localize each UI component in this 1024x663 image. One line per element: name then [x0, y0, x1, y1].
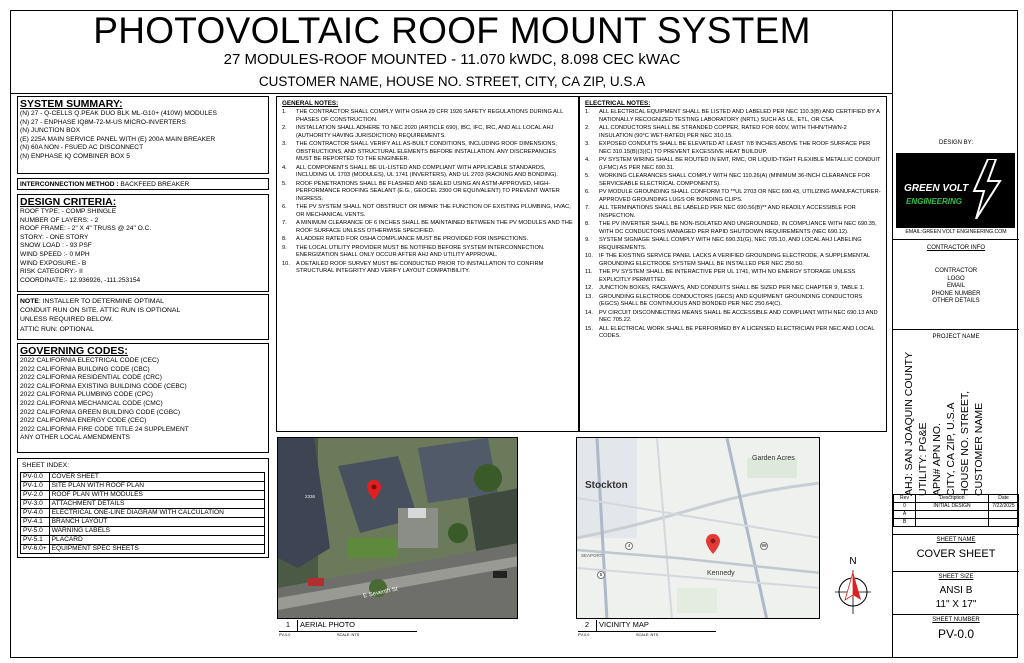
design-criteria-line: ROOF FRAME: - 2" X 4" TRUSS @ 24" O.C.	[20, 225, 152, 233]
revision-number: A	[894, 511, 916, 519]
sheet-name-value: COVER SHEET	[916, 548, 996, 560]
revision-date	[989, 511, 1019, 519]
governing-code-line: 2022 CALIFORNIA ENERGY CODE (CEC)	[20, 417, 147, 425]
note-number: 13.	[585, 294, 593, 300]
design-criteria-list	[20, 208, 266, 285]
customer-address-line: CUSTOMER NAME, HOUSE NO. STREET, CITY, CA ZIP, U.S.A	[258, 74, 646, 89]
sheet-index-code: PV-0.0	[21, 473, 50, 482]
general-note-item-text: A MINIMUM CLEARANCE OF 6 INCHES SHALL BE MAINTAINED BETWEEN THE PV MODULES AND THE ROOF SURFACE UNLESS OTHERWISE SPECIFIED.	[296, 220, 573, 234]
aerial-photo	[277, 437, 518, 619]
sheet-index-desc: BRANCH LAYOUT	[49, 518, 264, 527]
contractor-info-heading: CONTRACTOR INFO	[926, 245, 986, 251]
house-number-label: 2336	[305, 494, 316, 499]
system-summary-line: (E) 225A MAIN SERVICE PANEL WITH (E) 200A MAIN BREAKER	[20, 135, 216, 143]
note-number: 8.	[585, 221, 590, 228]
general-note-item	[282, 109, 573, 124]
system-summary-heading: SYSTEM SUMMARY:	[20, 98, 123, 110]
electrical-note-item-text: PV MODULE GROUNDING SHALL CONFORM TO **UL 2703 OR NEC 690.43, UTILIZING MANUFACTURER-APPROVED GROUNDING LUGS OR BONDING CLIPS.	[599, 189, 881, 203]
north-arrow	[833, 556, 873, 616]
note-number: 6.	[585, 189, 590, 196]
design-criteria-box	[17, 194, 269, 292]
electrical-note-item	[585, 141, 881, 156]
contractor-info-line: EMAIL	[946, 283, 965, 290]
revision-header-cell: Description	[916, 495, 989, 503]
sheet-number-heading: SHEET NUMBER	[932, 617, 980, 623]
electrical-note-item-text: JUNCTION BOXES, RACEWAYS, AND CONDUITS SHALL BE SIZED PER NEC CHAPTER 9, TABLE 1.	[599, 285, 865, 292]
project-name-heading: PROJECT NAME	[932, 334, 980, 340]
sheet-index-desc: ELECTRICAL ONE-LINE DIAGRAM WITH CALCULATION	[49, 509, 264, 518]
electrical-note-item-text: EXPOSED CONDUITS SHALL BE ELEVATED AT LEAST 7/8 INCHES ABOVE THE ROOF SURFACE PER NEC 310.15(B)(3)(C) TO PREVENT EXCESSIVE HEAT BUILDUP.	[599, 141, 871, 155]
system-summary-line: (N) 27 - Q-CELLS Q.PEAK DUO BLK ML-G10+ (410W) MODULES	[20, 110, 217, 117]
note-number: 7.	[282, 220, 287, 227]
vicinity-detail-number: 2	[578, 620, 596, 632]
vicinity-sheet-ref: PV-0.0	[578, 633, 590, 637]
note-number: 9.	[282, 244, 287, 251]
electrical-note-item-text: GROUNDING ELECTRODE CONDUCTORS (GECS) AND EQUIPMENT GROUNDING CONDUCTORS (EGCS) SHALL BE CONTINUOUS AND BONDED PER NEC 250.64(C).	[599, 294, 863, 308]
design-criteria-line: ROOF TYPE: - COMP SHINGLE	[20, 208, 117, 215]
project-name-line: CITY, CA ZIP, U.S.A	[945, 402, 957, 496]
design-by-label: DESIGN BY:	[938, 140, 973, 146]
revision-date: 7/22/2025	[989, 503, 1019, 511]
electrical-note-item	[585, 269, 881, 284]
title-block	[892, 11, 1018, 658]
project-name-details	[903, 346, 1013, 496]
sheet-index-desc: PLACARD	[49, 536, 264, 545]
governing-code-line: 2022 CALIFORNIA RESIDENTIAL CODE (CRC)	[20, 374, 162, 382]
sheet-index-code: PV-1.0	[21, 482, 50, 491]
sheet-index-row	[21, 482, 265, 491]
electrical-note-item	[585, 294, 881, 309]
note-number: 8.	[282, 236, 287, 243]
general-note-item-text: ALL COMPONENTS SHALL BE UL-LISTED AND COMPLIANT WITH APPLICABLE STANDARDS, INCLUDING UL 1703 (MODULES), UL 1741 (INVERTERS), AND UL 2703 (RACKING AND BONDING).	[296, 164, 558, 179]
electrical-notes-box	[579, 96, 887, 432]
electrical-note-item-text: PV SYSTEM WIRING SHALL BE ROUTED IN EMT, RMC, OR LIQUID-TIGHT FLEXIBLE METALLIC CONDUIT (LFMC) AS PER NEC 690.31.	[599, 157, 881, 171]
sheet-size-value-1: ANSI B	[939, 585, 973, 596]
electrical-note-item	[585, 285, 881, 292]
page-title: PHOTOVOLTAIC ROOF MOUNT SYSTEM	[93, 10, 811, 51]
sheet-index-row	[21, 509, 265, 518]
revision-header-row	[894, 495, 1019, 503]
electrical-note-item-text: IF THE EXISTING SERVICE PANEL LACKS A VERIFIED GROUNDING ELECTRODE, A SUPPLEMENTAL GROUNDING ELECTRODE SYSTEM SHALL BE INSTALLED PER NEC 250.50.	[599, 253, 870, 267]
sheet-index-table	[20, 472, 265, 554]
sheet-size-heading: SHEET SIZE	[938, 574, 974, 580]
general-notes-box	[276, 96, 579, 432]
design-criteria-line: STORY: - ONE STORY	[20, 233, 89, 241]
contractor-info-line: OTHER DETAILS	[932, 298, 980, 305]
vicinity-map-image	[577, 438, 820, 619]
interconnection-box	[17, 178, 269, 190]
general-notes-list	[282, 109, 573, 275]
electrical-note-item	[585, 189, 881, 204]
vicinity-map	[576, 437, 820, 619]
vicinity-map-caption	[576, 620, 820, 642]
electrical-note-item-text: SYSTEM SIGNAGE SHALL COMPLY WITH NEC 690.31(G), NEC 705.10, AND LOCAL AHJ LABELING REQUIREMENTS.	[599, 237, 862, 251]
contractor-info-line: PHONE NUMBER	[931, 290, 981, 297]
system-summary-line: (N) 27 - ENPHASE IQ8M-72-M-US MICRO-INVERTERS	[20, 118, 186, 126]
sheet-index-desc: ATTACHMENT DETAILS	[49, 500, 264, 509]
aerial-photo-caption	[277, 620, 518, 642]
vicinity-scale: SCALE: NTS	[636, 633, 659, 637]
note-number: 3.	[585, 141, 590, 148]
sheet-index-row	[21, 491, 265, 500]
map-label-stockton: Stockton	[585, 480, 628, 491]
electrical-note-item	[585, 237, 881, 252]
governing-code-line: 2022 CALIFORNIA BUILDING CODE (CBC)	[20, 365, 150, 373]
contractor-info-line: LOGO	[947, 275, 965, 282]
electrical-note-item	[585, 109, 881, 124]
revision-table	[893, 494, 1019, 527]
note-number: 4.	[282, 164, 287, 171]
sheet-number-value: PV-0.0	[937, 627, 975, 641]
general-note-item-text: THE CONTRACTOR SHALL VERIFY ALL AS-BUILT CONDITIONS, INCLUDING ROOF DIMENSIONS, OBSTRUCTIONS, AND STRUCTURAL ELEMENTS BEFORE INSTALLATION. ANY DISCREPANCIES MUST BE REPORTED TO THE ENGINEER.	[296, 141, 557, 163]
electrical-note-item	[585, 157, 881, 172]
revision-description	[916, 511, 989, 519]
logo-text-engineering: ENGINEERING	[906, 197, 963, 206]
general-note-item	[282, 181, 573, 203]
map-label-garden-acres: Garden Acres	[752, 455, 795, 462]
note-number: 5.	[585, 173, 590, 180]
project-name-line: HOUSE NO. STREET,	[959, 390, 971, 496]
sheet-index-row	[21, 527, 265, 536]
note-number: 14.	[585, 310, 593, 316]
project-name-line: APN# APN NO.	[931, 423, 943, 496]
sheet-index-row	[21, 545, 265, 554]
revision-number: B	[894, 519, 916, 527]
sheet-index-desc: SITE PLAN WITH ROOF PLAN	[49, 482, 264, 491]
electrical-note-item	[585, 173, 881, 188]
general-notes-heading: GENERAL NOTES:	[282, 100, 339, 107]
contractor-info-list	[893, 268, 1019, 306]
revision-description: INITIAL DESIGN	[916, 503, 989, 511]
electrical-note-item	[585, 253, 881, 268]
system-summary-line: (N) 60A NON - FSUED AC DISCONNECT	[20, 144, 144, 152]
design-criteria-line: NUMBER OF LAYERS: - 2	[20, 216, 99, 224]
general-note-item-text: THE LOCAL UTILITY PROVIDER MUST BE NOTIFIED BEFORE SYSTEM INTERCONNECTION. ENERGIZATION SHALL ONLY OCCUR AFTER AHJ AND UTILITY APPROVAL.	[296, 244, 545, 259]
sheet-index-desc: EQUIPMENT SPEC SHEETS	[49, 545, 264, 554]
sheet-name-heading: SHEET NAME	[936, 537, 976, 543]
contractor-info-line: CONTRACTOR	[934, 268, 978, 274]
design-criteria-line: RISK CATEGORY:- II	[20, 268, 83, 276]
sheet-index-code: PV-5.1	[21, 536, 50, 545]
note-number: 9.	[585, 237, 590, 244]
design-criteria-line: SNOW LOAD : - 93 PSF	[20, 242, 92, 250]
sheet-index-code: PV-4.1	[21, 518, 50, 527]
north-label: N	[849, 556, 857, 567]
sheet-index-desc: COVER SHEET	[49, 473, 264, 482]
revision-date	[989, 519, 1019, 527]
title-header	[11, 11, 893, 94]
electrical-note-item-text: ALL ELECTRICAL WORK SHALL BE PERFORMED BY A LICENSED ELECTRICIAN PER NEC AND LOCAL CODES.	[599, 326, 875, 340]
governing-code-line: 2022 CALIFORNIA GREEN BUILDING CODE (CGBC)	[20, 408, 181, 416]
electrical-note-item	[585, 326, 881, 341]
aerial-caption-title: AERIAL PHOTO	[297, 620, 417, 632]
general-note-item-text: ROOF PENETRATIONS SHALL BE FLASHED AND SEALED USING AN ASTM-APPROVED, HIGH-PERFORMANCE ROOFING SEALANT (E.G., GEOCEL 2300 OR EQUIVALENT) TO PREVENT WATER INGRESS.	[296, 180, 560, 202]
general-note-item	[282, 125, 573, 140]
note-number: 12.	[585, 285, 593, 292]
general-note-item-text: A DETAILED ROOF SURVEY MUST BE CONDUCTED PRIOR TO INSTALLATION TO CONFIRM STRUCTURAL INTEGRITY AND VERIFY LAYOUT COMPATIBILITY.	[296, 260, 544, 275]
revision-number: 0	[894, 503, 916, 511]
aerial-scale: SCALE: NTS	[337, 633, 360, 637]
system-summary-box	[17, 96, 269, 174]
note-number: 6.	[282, 204, 287, 211]
map-location-pin-icon	[706, 534, 720, 554]
highway-99-shield-icon: 99	[761, 543, 767, 548]
highway-4-shield-icon: 4	[625, 542, 633, 550]
electrical-note-item	[585, 221, 881, 236]
vicinity-caption-title: VICINITY MAP	[596, 620, 716, 632]
general-note-item	[282, 165, 573, 180]
aerial-detail-number: 1	[279, 620, 297, 632]
governing-codes-box	[17, 343, 269, 453]
electrical-note-item-text: THE PV INVERTER SHALL BE NON-ISOLATED AND UNGROUNDED, IN COMPLIANCE WITH NEC 690.35, WITH DC CONDUCTORS MANAGED PER RAPID SHUTDOWN REQUIREMENTS (NEC 690.12).	[599, 221, 877, 235]
electrical-notes-list	[585, 109, 881, 340]
map-label-seaport: SEAPORT	[581, 553, 603, 558]
design-criteria-line: COORDINATE:- 12.936926, -111.253154	[20, 276, 141, 284]
project-name-line: UTILITY: PG&E	[917, 422, 929, 496]
governing-codes-list	[20, 357, 266, 443]
sheet-index-code: PV-5.0	[21, 527, 50, 536]
sheet-index-code: PV-6.0+	[21, 545, 50, 554]
street-label: E Seventh St	[362, 586, 399, 600]
map-label-kennedy: Kennedy	[707, 570, 735, 577]
sheet-index-box	[17, 458, 269, 558]
company-email: EMAIL:GREEN VOLT ENGINEERING.COM	[905, 229, 1007, 235]
general-note-item-text: A LADDER RATED FOR OSHA COMPLIANCE MUST BE PROVIDED FOR INSPECTIONS.	[296, 236, 529, 243]
sheet-index-row	[21, 473, 265, 482]
electrical-note-item-text: ALL CONDUCTORS SHALL BE STRANDED COPPER, RATED FOR 600V, WITH THHN/THWN-2 INSULATION (90°C WET-RATED) PER NEC 310.15.	[599, 125, 847, 139]
note-number: 3.	[282, 141, 287, 148]
electrical-notes-heading: ELECTRICAL NOTES:	[585, 100, 651, 107]
design-criteria-line: WIND EXPOSURE:- B	[20, 259, 87, 267]
lightning-bolt-icon	[966, 159, 1006, 219]
revision-description	[916, 519, 989, 527]
system-summary-line: (N) JUNCTION BOX	[20, 127, 81, 135]
note-label: NOTE	[20, 298, 39, 305]
general-note-item	[282, 261, 573, 276]
note-number: 7.	[585, 205, 590, 212]
aerial-location-pin-icon	[367, 480, 381, 500]
general-note-item-text: INSTALLATION SHALL ADHERE TO NEC 2020 (ARTICLE 690), IBC, IFC, IRC, AND ALL LOCAL AHJ (AUTHORITY HAVING JURISDICTION) REQUIREMENTS.	[296, 125, 554, 139]
general-note-item-text: THE CONTRACTOR SHALL COMPLY WITH OSHA 29 CFR 1926 SAFETY REGULATIONS DURING ALL PHASES OF CONSTRUCTION.	[296, 109, 564, 123]
system-summary-line: (N) ENPHASE IQ COMBINER BOX 5	[20, 152, 130, 160]
note-number: 4.	[585, 157, 590, 164]
general-note-item	[282, 220, 573, 235]
electrical-note-item	[585, 205, 881, 220]
governing-code-line: 2022 CALIFORNIA MECHANICAL CODE (CMC)	[20, 399, 163, 407]
note-number: 2.	[282, 125, 287, 132]
electrical-note-item-text: WORKING CLEARANCES SHALL COMPLY WITH NEC 110.26(A) (MINIMUM 36-INCH CLEARANCE FOR SERVICEABLE ELECTRICAL COMPONENTS).	[599, 173, 870, 187]
governing-codes-heading: GOVERNING CODES:	[20, 345, 128, 357]
sheet-index-code: PV-2.0	[21, 491, 50, 500]
project-name-line: AHJ: SAN JOAQUIN COUNTY	[903, 351, 915, 496]
sheet-index-row	[21, 536, 265, 545]
sheet-index-heading: SHEET INDEX:	[22, 462, 70, 469]
governing-code-line: ANY OTHER LOCAL AMENDMENTS	[20, 434, 130, 442]
sheet-index-code: PV-3.0	[21, 500, 50, 509]
design-criteria-line: WIND SPEED :- 0 MPH	[20, 250, 90, 258]
governing-code-line: 2022 CALIFORNIA ELECTRICAL CODE (CEC)	[20, 357, 159, 364]
electrical-note-item	[585, 125, 881, 140]
highway-5-shield-icon: 5	[597, 571, 605, 579]
general-note-item	[282, 204, 573, 219]
company-logo	[896, 153, 1015, 228]
governing-code-line: 2022 CALIFORNIA EXISTING BUILDING CODE (CEBC)	[20, 382, 187, 390]
interconnection-label: INTERCONNECTION METHOD :	[20, 181, 119, 188]
sheet-index-code: PV-4.0	[21, 509, 50, 518]
note-text: : INSTALLER TO DETERMINE OPTIMAL CONDUIT RUN ON SITE. ATTIC RUN IS OPTIONAL UNLESS REQUIRED BELOW.	[20, 298, 180, 323]
compass-icon	[833, 568, 873, 614]
general-note-item-text: THE PV SYSTEM SHALL NOT OBSTRUCT OR IMPAIR THE FUNCTION OF EXISTING PLUMBING, HVAC, OR MECHANICAL VENTS.	[296, 204, 571, 218]
note-number: 15.	[585, 326, 593, 332]
note-number: 1.	[585, 109, 590, 116]
note-number: 11.	[585, 269, 593, 276]
note-number: 5.	[282, 180, 287, 187]
system-summary-list	[20, 110, 266, 162]
logo-text-green-volt: GREEN VOLT	[904, 183, 969, 194]
general-note-item	[282, 141, 573, 163]
electrical-note-item-text: ALL ELECTRICAL EQUIPMENT SHALL BE LISTED AND LABELED PER NEC 110.3(B) AND CERTIFIED BY A NATIONALLY RECOGNIZED TESTING LABORATORY (NRTL) SUCH AS UL, ETL, OR CSA.	[599, 109, 880, 123]
revision-row	[894, 519, 1019, 527]
revision-row	[894, 503, 1019, 511]
note-number: 1.	[282, 109, 287, 116]
note-number: 10.	[585, 253, 593, 260]
general-note-item	[282, 236, 573, 243]
electrical-note-item	[585, 310, 881, 325]
electrical-note-item-text: PV CIRCUIT DISCONNECTING MEANS SHALL BE ACCESSIBLE AND COMPLIANT WITH NEC 690.13 AND NEC 705.22.	[599, 310, 878, 324]
sheet-size-value-2: 11" X 17"	[935, 599, 977, 610]
project-name-line: CUSTOMER NAME	[973, 402, 985, 496]
electrical-note-item-text: ALL TERMINATIONS SHALL BE LABELED PER NEC 690.56(B)** AND READILY ACCESSIBLE FOR INSPECTION.	[599, 205, 856, 219]
design-criteria-heading: DESIGN CRITERIA:	[20, 196, 117, 208]
governing-code-line: 2022 CALIFORNIA PLUMBING CODE (CPC)	[20, 391, 154, 399]
sheet-index-row	[21, 500, 265, 509]
sheet-index-desc: WARNING LABELS	[49, 527, 264, 536]
sheet-index-desc: ROOF PLAN WITH MODULES	[49, 491, 264, 500]
sheet-index-row	[21, 518, 265, 527]
revision-row	[894, 511, 1019, 519]
note-number: 2.	[585, 125, 590, 132]
aerial-sheet-ref: PV-0.0	[279, 633, 291, 637]
revision-header-cell: Rev	[894, 495, 916, 503]
governing-code-line: 2022 CALIFORNIA FIRE CODE TITLE 24 SUPPLEMENT	[20, 425, 189, 433]
attic-run: ATTIC RUN: OPTIONAL	[20, 326, 94, 333]
revision-header-cell: Date	[989, 495, 1019, 503]
system-subtitle: 27 MODULES-ROOF MOUNTED - 11.070 kWDC, 8.098 CEC kWAC	[223, 51, 681, 68]
note-number: 10.	[282, 260, 290, 267]
interconnection-value: BACKFEED BREAKER	[120, 181, 190, 188]
electrical-note-item-text: THE PV SYSTEM SHALL BE INTERACTIVE PER UL 1741, WITH NO ENERGY STORAGE UNLESS EXPLICITLY PERMITTED.	[599, 269, 856, 283]
installer-note-box	[17, 294, 269, 340]
general-note-item	[282, 245, 573, 260]
